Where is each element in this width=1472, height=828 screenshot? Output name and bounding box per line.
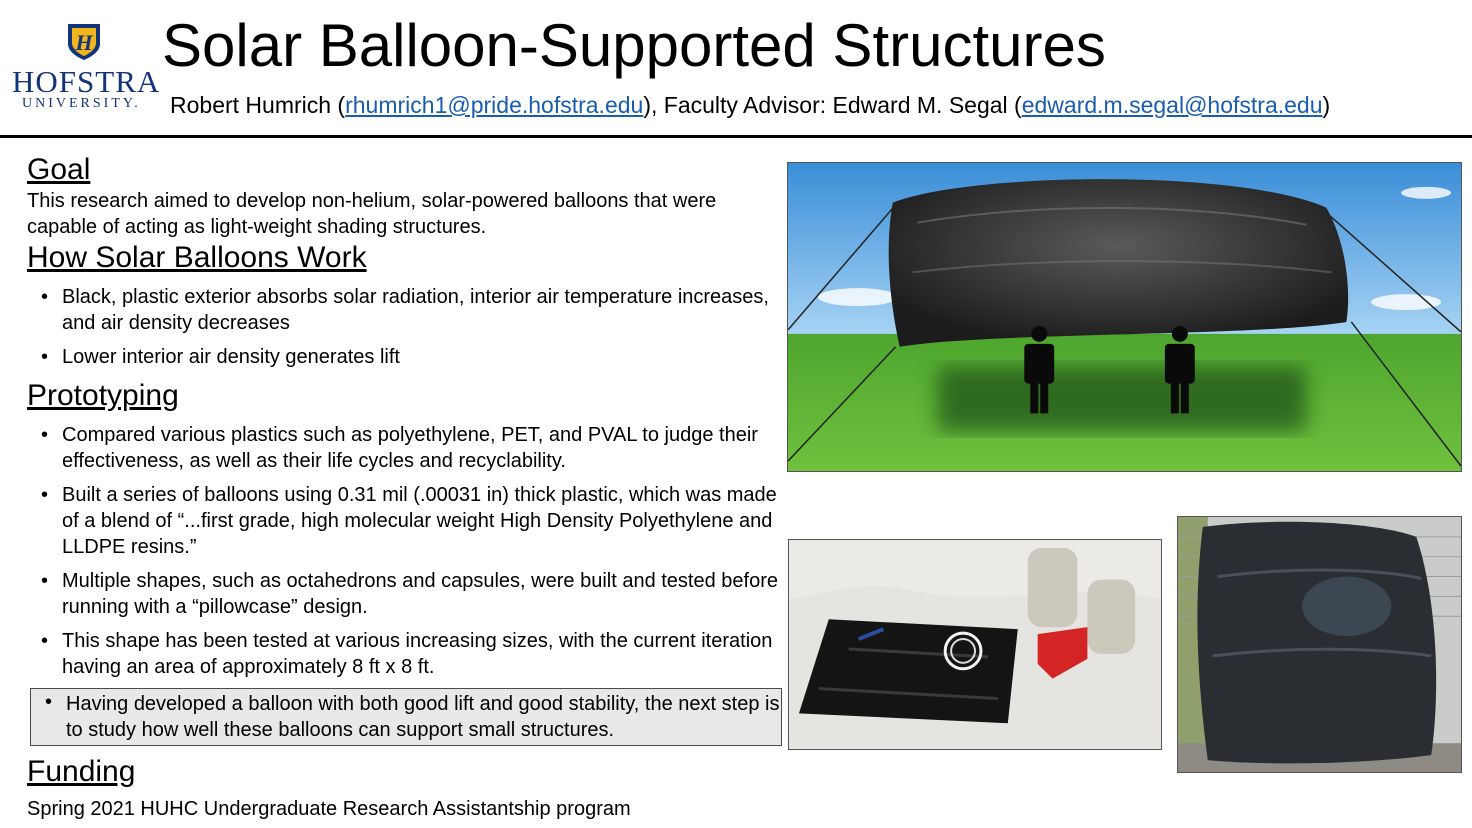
inflated-balloon-photo — [1177, 516, 1462, 773]
poster-title: Solar Balloon-Supported Structures — [162, 12, 1106, 79]
list-item: • This shape has been tested at various increasing sizes, with the current iteration having an area of approximately 8 ft x 8 ft. — [27, 628, 782, 680]
logo-subtitle: UNIVERSITY. — [22, 96, 141, 111]
how-heading: How Solar Balloons Work — [27, 241, 367, 274]
goal-text: This research aimed to develop non-helium, solar-powered balloons that were capable of acting as light-weight shading structures. — [27, 190, 717, 238]
logo-wordmark: HOFSTRA — [12, 64, 161, 99]
hofstra-logo — [10, 20, 160, 120]
author-email-link[interactable]: rhumrich1@pride.hofstra.edu — [345, 92, 644, 118]
advisor-label: Faculty Advisor: Edward M. Segal — [663, 92, 1008, 118]
author-line: Robert Humrich (rhumrich1@pride.hofstra.edu), Faculty Advisor: Edward M. Segal (edward.m.segal@hofstra.edu) — [170, 92, 1331, 118]
shield-letter: H — [75, 30, 93, 55]
shield-icon — [66, 22, 102, 62]
header-divider — [0, 135, 1472, 138]
content-column — [27, 152, 782, 822]
concept-render-graphic — [788, 163, 1461, 471]
list-item: • Black, plastic exterior absorbs solar radiation, interior air temperature increases, and air density decreases — [27, 284, 782, 336]
list-item: • Compared various plastics such as polyethylene, PET, and PVAL to judge their effectiveness, as well as their life cycles and recyclability. — [27, 422, 782, 474]
list-item: • Lower interior air density generates lift — [27, 344, 782, 370]
advisor-email-link[interactable]: edward.m.segal@hofstra.edu — [1021, 92, 1323, 118]
inflated-balloon-graphic — [1178, 517, 1461, 772]
materials-graphic — [789, 540, 1161, 749]
prototyping-heading: Prototyping — [27, 379, 179, 412]
list-item: • Multiple shapes, such as octahedrons and capsules, were built and tested before running with a “pillowcase” design. — [27, 568, 782, 620]
author-name: Robert Humrich — [170, 92, 332, 118]
prototyping-list — [27, 422, 782, 746]
funding-text: Spring 2021 HUHC Undergraduate Research Assistantship program — [27, 798, 631, 820]
concept-render-image — [787, 162, 1462, 472]
goal-heading: Goal — [27, 153, 91, 186]
how-list — [27, 284, 782, 370]
materials-photo — [788, 539, 1162, 750]
list-item: • Built a series of balloons using 0.31 mil (.00031 in) thick plastic, which was made of a blend of “...first grade, high molecular weight High Density Polyethylene and LLDPE resins.” — [27, 482, 782, 560]
highlighted-next-step: • Having developed a balloon with both good lift and good stability, the next step is to study how well these balloons can support small structures. — [30, 688, 782, 746]
funding-heading: Funding — [27, 755, 136, 788]
